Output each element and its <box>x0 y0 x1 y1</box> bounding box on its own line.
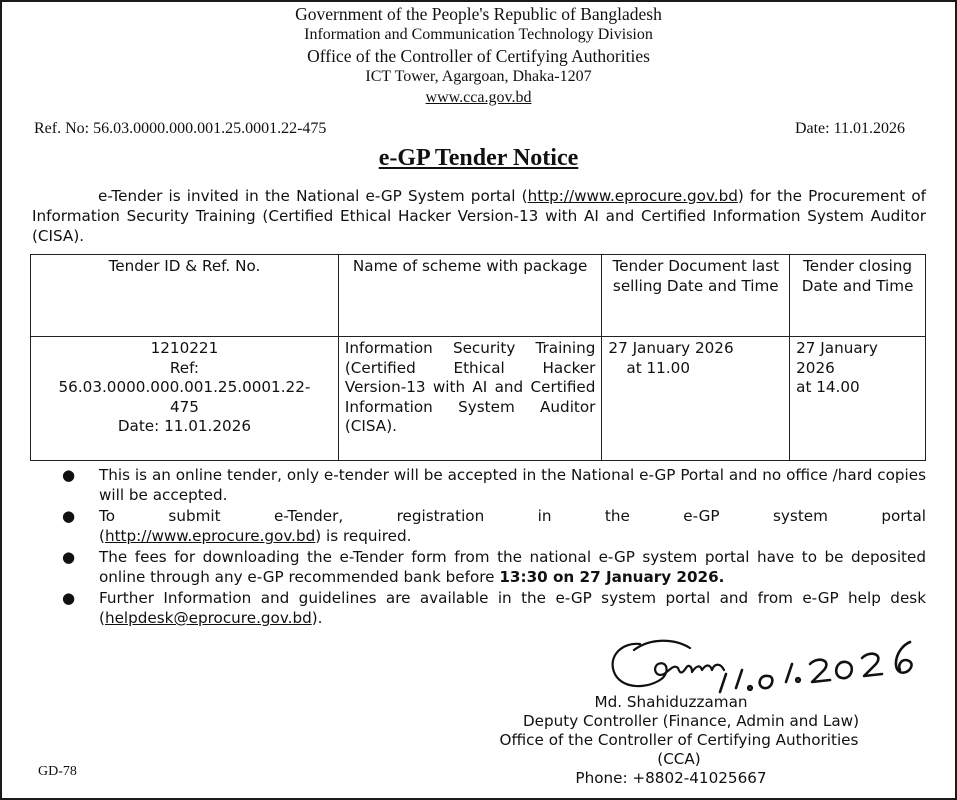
tender-ref-number-cont: 475 <box>169 397 199 416</box>
bullet-registration-line2 <box>99 526 926 546</box>
bullet-fees-text: The fees for downloading the e-Tender form from the national e-GP system portal have to be deposited online through any e-GP recommended bank before <box>99 548 926 586</box>
header-line-division: Information and Communication Technology Division <box>304 26 653 43</box>
signatory-block <box>473 693 909 788</box>
footer-code: GD-78 <box>38 764 77 779</box>
header-website-link[interactable]: www.cca.gov.bd <box>425 89 532 106</box>
column-header-closing-date: Tender closing Date and Time <box>790 255 926 337</box>
further-info-end: ). <box>311 609 323 627</box>
list-item <box>58 588 926 628</box>
fees-deadline: 13:30 on 27 January 2026. <box>499 568 725 586</box>
intro-text-before: e-Tender is invited in the National e-GP System portal ( <box>98 187 528 205</box>
helpdesk-email-link[interactable]: helpdesk@eprocure.gov.bd <box>104 609 312 627</box>
registration-required-text: ) is required. <box>315 527 412 545</box>
column-header-selling-date: Tender Document last selling Date and Time <box>602 255 790 337</box>
handwritten-signature <box>600 630 930 700</box>
intro-text-after: ) for the Procurement of Information Security Training (Certified Ethical Hacker Version-13 with AI and Certified Information System Auditor (CISA). <box>32 187 926 245</box>
column-header-tender-id: Tender ID & Ref. No. <box>31 255 339 337</box>
tender-ref-number: 56.03.0000.000.001.25.0001.22- <box>58 378 311 396</box>
instructions-list <box>58 465 926 629</box>
cell-closing-date <box>790 337 926 461</box>
closing-date-value: 27 January 2026 <box>796 339 878 377</box>
list-item <box>58 465 926 505</box>
header-line-office: Office of the Controller of Certifying Authorities <box>307 46 650 66</box>
reference-number: Ref. No: 56.03.0000.000.001.25.0001.22-475 <box>34 120 327 137</box>
signatory-designation: Deputy Controller (Finance, Admin and Law) <box>522 712 860 730</box>
tender-date: Date: 11.01.2026 <box>117 417 252 435</box>
list-item <box>58 547 926 587</box>
table-row <box>31 337 926 461</box>
tender-ref-label: Ref: <box>169 358 199 377</box>
notice-date: Date: 11.01.2026 <box>794 120 905 137</box>
bullet-icon: ● <box>62 466 76 484</box>
header-line-address: ICT Tower, Agargoan, Dhaka-1207 <box>365 68 592 85</box>
tender-id-value: 1210221 <box>150 339 219 357</box>
signatory-office: Office of the Controller of Certifying Authorities (CCA) <box>499 731 859 768</box>
registration-portal-link[interactable]: http://www.eprocure.gov.bd <box>104 527 316 545</box>
intro-paragraph <box>32 186 926 246</box>
selling-date-value: 27 January 2026 <box>608 339 734 357</box>
column-header-scheme: Name of scheme with package <box>338 255 602 337</box>
cell-scheme-name: Information Security Training (Certified Ethical Hacker Version-13 with AI and Certified Information System Auditor (CISA). <box>338 337 602 461</box>
bullet-online-tender: This is an online tender, only e-tender will be accepted in the National e-GP Portal and no office /hard copies will be accepted. <box>99 466 926 504</box>
bullet-icon: ● <box>62 548 76 566</box>
paren-open: ( <box>99 527 105 545</box>
header-url-line <box>0 88 957 108</box>
signatory-name: Md. Shahiduzzaman <box>594 693 748 711</box>
table-header-row <box>31 255 926 337</box>
bullet-icon: ● <box>62 507 76 525</box>
intro-portal-link[interactable]: http://www.eprocure.gov.bd <box>527 187 738 205</box>
cell-tender-id <box>31 337 339 461</box>
bullet-further-info: Further Information and guidelines are available in the e-GP system portal and from e-GP help desk ( <box>99 589 926 627</box>
closing-time-value: at 14.00 <box>796 378 860 396</box>
list-item <box>58 506 926 546</box>
bullet-registration-line1: To submit e-Tender, registration in the e-GP system portal <box>99 507 926 525</box>
signatory-phone: Phone: +8802-41025667 <box>575 769 767 787</box>
tender-table <box>30 254 926 461</box>
cell-selling-date <box>602 337 790 461</box>
bullet-icon: ● <box>62 589 76 607</box>
page-title: e-GP Tender Notice <box>378 145 579 171</box>
selling-time-value: at 11.00 <box>626 358 690 377</box>
header-line-government: Government of the People's Republic of Bangladesh <box>295 4 662 24</box>
